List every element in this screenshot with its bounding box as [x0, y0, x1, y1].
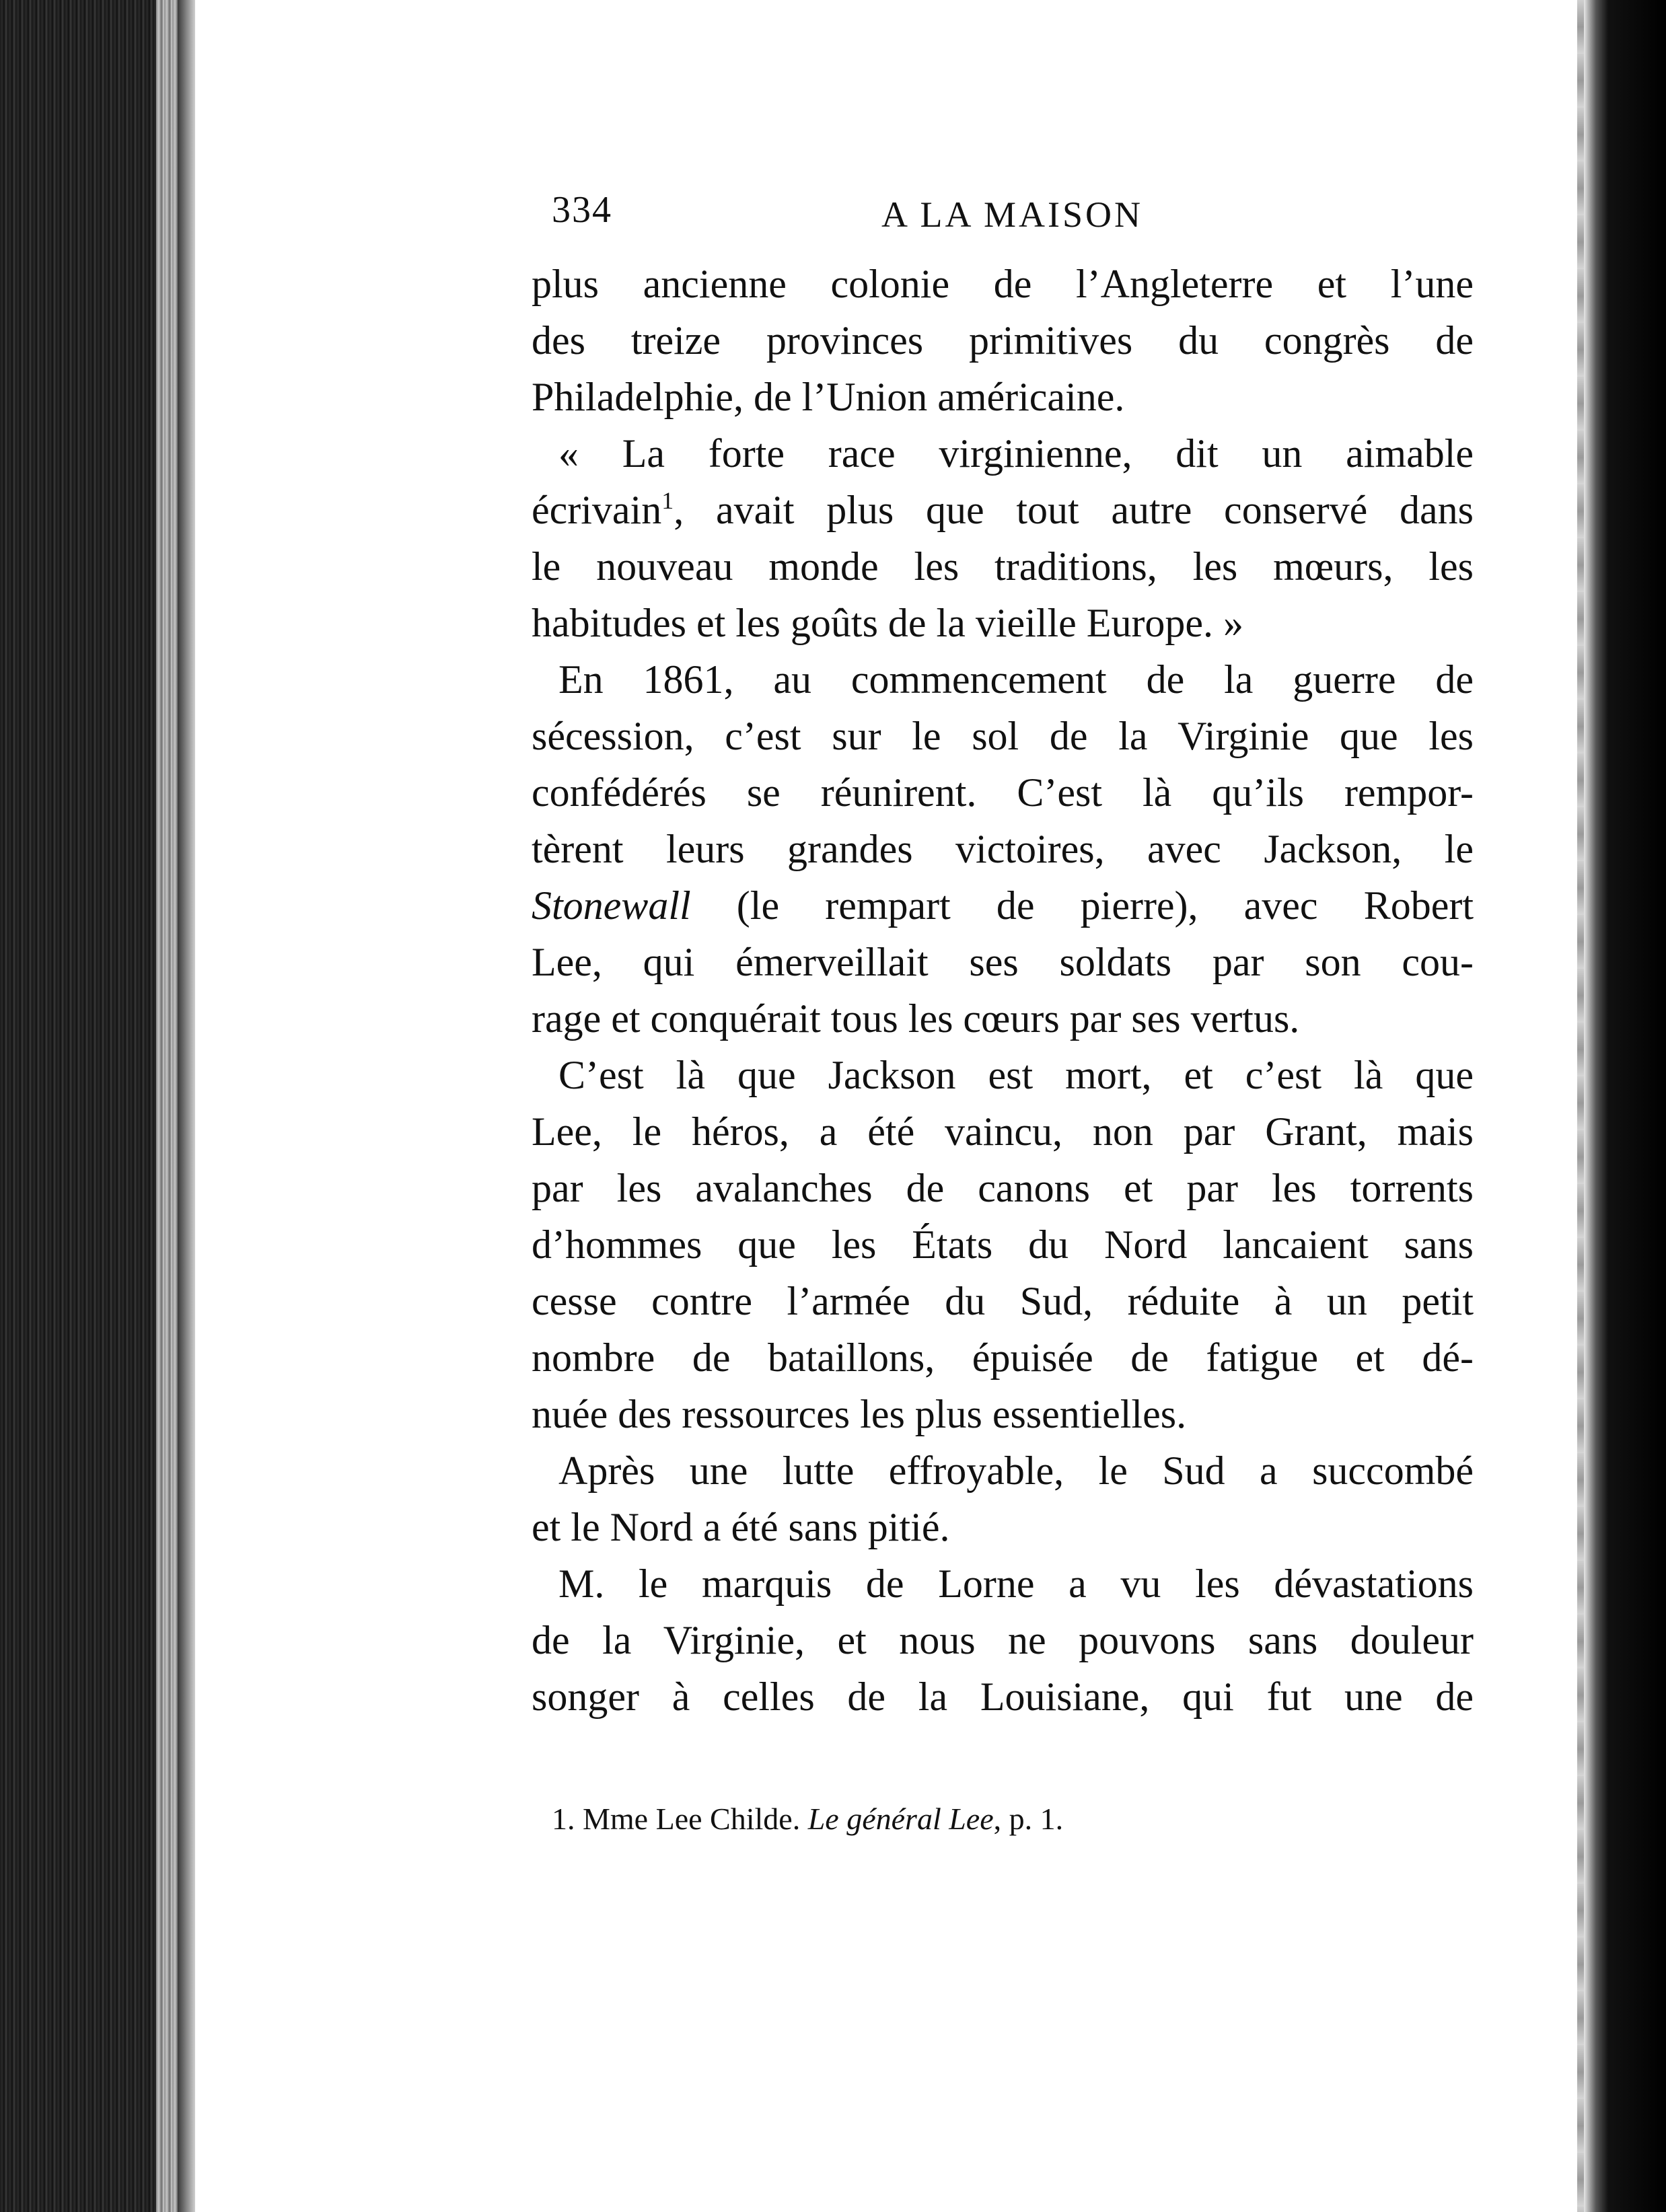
text-line: C’est là que Jackson est mort, et c’est là que — [558, 1053, 1474, 1097]
paragraph — [532, 1442, 1474, 1555]
text-span: (le rempart de pierre), avec Robert — [690, 883, 1474, 928]
paragraph — [532, 425, 1474, 651]
text-line: « La forte race virginienne, dit un aimable — [558, 431, 1474, 476]
text-line: Après une lutte effroyable, le Sud a succombé — [558, 1448, 1474, 1493]
paragraph — [532, 1047, 1474, 1442]
text-line: songer à celles de la Louisiane, qui fut une de — [532, 1674, 1474, 1719]
text-line: M. le marquis de Lorne a vu les dévastations — [558, 1561, 1474, 1606]
text-line: Lee, qui émerveillait ses soldats par son cou- — [532, 940, 1474, 984]
text-line — [532, 482, 1474, 538]
footnote-work-title: Le général Lee — [807, 1802, 994, 1836]
text-line: sécession, c’est sur le sol de la Virginie que les — [532, 714, 1474, 758]
footnote-ref: 1 — [661, 487, 674, 514]
text-line: des treize provinces primitives du congrès de — [532, 318, 1474, 363]
text-line: le nouveau monde les traditions, les mœurs, les — [532, 544, 1474, 589]
body-text — [532, 256, 1474, 1725]
text-line — [532, 877, 1474, 934]
text-line: par les avalanches de canons et par les torrents — [532, 1166, 1474, 1210]
text-line: cesse contre l’armée du Sud, réduite à un petit — [532, 1279, 1474, 1323]
text-line: En 1861, au commencement de la guerre de — [558, 657, 1474, 702]
text-line: rage et conquérait tous les cœurs par ses vertus. — [532, 996, 1300, 1041]
italic-word: Stonewall — [532, 883, 691, 928]
text-line: nombre de bataillons, épuisée de fatigue et dé- — [532, 1335, 1474, 1380]
running-title: A LA MAISON — [881, 194, 1144, 235]
text-span: , avait plus que tout autre conservé dans — [674, 488, 1474, 532]
running-head — [532, 188, 1474, 256]
text-line: de la Virginie, et nous ne pouvons sans douleur — [532, 1618, 1474, 1662]
text-line: plus ancienne colonie de l’Angleterre et l’une — [532, 262, 1474, 306]
word: écrivain — [532, 488, 662, 532]
text-line: et le Nord a été sans pitié. — [532, 1505, 950, 1549]
text-line: Lee, le héros, a été vaincu, non par Grant, mais — [532, 1109, 1474, 1154]
paragraph — [532, 256, 1474, 425]
text-line: d’hommes que les États du Nord lancaient sans — [532, 1222, 1474, 1267]
footnote-author: Mme Lee Childe. — [583, 1802, 801, 1836]
page-number: 334 — [552, 189, 612, 231]
footnote — [552, 1799, 1474, 1839]
spine-shadow — [178, 0, 195, 2212]
text-line: tèrent leurs grandes victoires, avec Jackson, le — [532, 827, 1474, 871]
text-line: confédérés se réunirent. C’est là qu’ils rempor- — [532, 770, 1474, 815]
footnote-number: 1. — [552, 1802, 575, 1836]
right-page-edge — [1577, 0, 1584, 2212]
paragraph — [532, 651, 1474, 1047]
text-line: Philadelphie, de l’Union américaine. — [532, 375, 1125, 419]
book-page — [532, 188, 1474, 1839]
text-line: habitudes et les goûts de la vieille Europe. » — [532, 601, 1244, 645]
paragraph — [532, 1555, 1474, 1725]
text-line: nuée des ressources les plus essentielles. — [532, 1392, 1187, 1436]
page-edges — [156, 0, 178, 2212]
footnote-page: , p. 1. — [993, 1802, 1064, 1836]
right-margin-shadow — [1584, 0, 1666, 2212]
